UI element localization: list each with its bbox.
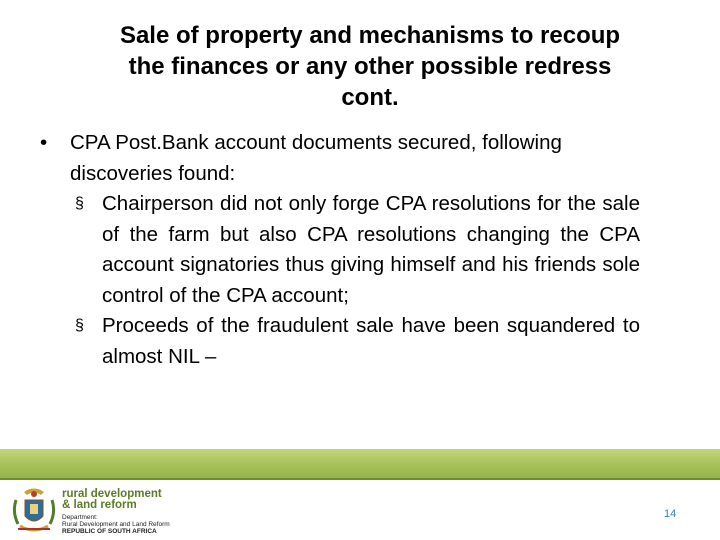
department-logo-text (62, 489, 170, 535)
dept-country: REPUBLIC OF SOUTH AFRICA (62, 528, 157, 535)
page-number: 14 (664, 508, 677, 520)
footer-band (0, 449, 720, 479)
coat-of-arms-icon (10, 486, 58, 536)
dept-name-line1: rural development (62, 488, 162, 500)
sub-bullet-item (75, 189, 640, 311)
dept-name-line2: & land reform (62, 499, 137, 511)
sub-bullet-text: Chairperson did not only forge CPA resolutions for the sale of the farm but also CPA resolutions changing the CPA account signatories thus giving himself and his friends sole control of the CPA account; (102, 192, 640, 307)
bullet-text: CPA Post.Bank account documents secured, following discoveries found: (70, 131, 562, 185)
sub-bullet-text: Proceeds of the fraudulent sale have been squandered to almost NIL – (102, 314, 640, 368)
slide-body (40, 128, 640, 372)
bullet-item (40, 128, 640, 189)
sub-bullet-mark: § (75, 195, 84, 212)
sub-bullet-mark: § (75, 317, 84, 334)
footer (0, 480, 720, 540)
dept-small-line1: Department: (62, 514, 98, 521)
dept-small-line2: Rural Development and Land Reform (62, 521, 170, 528)
slide-title: Sale of property and mechanisms to recoup the finances or any other possible redress cont. (119, 22, 621, 111)
bullet-mark: • (40, 131, 48, 154)
sub-bullet-item (75, 311, 640, 372)
